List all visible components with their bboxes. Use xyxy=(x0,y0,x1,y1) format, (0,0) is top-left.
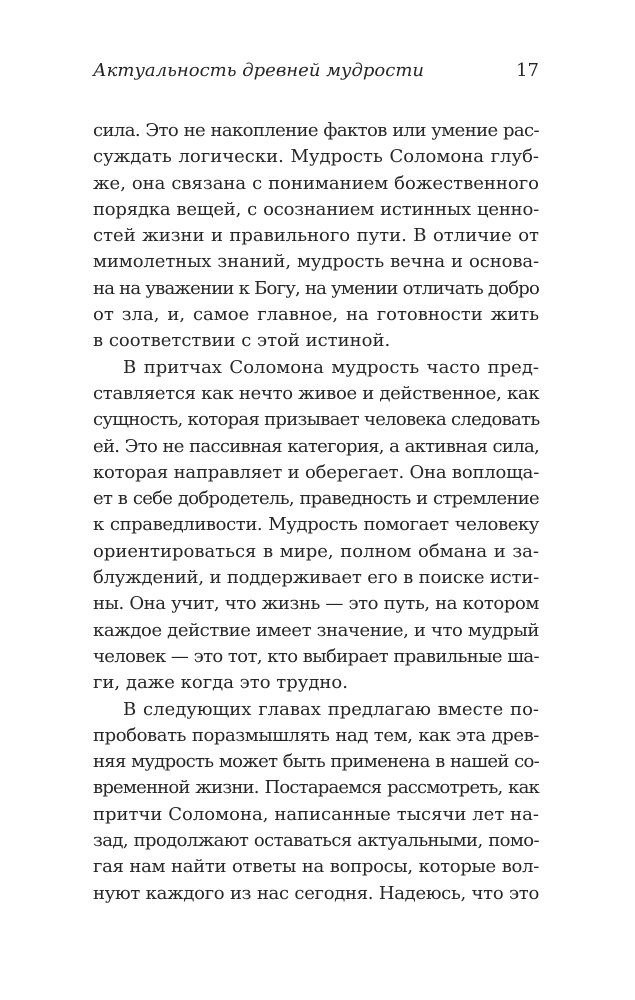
text-line: каждое действие имеет значение, и что мудрый xyxy=(93,619,539,641)
text-line: сущность, которая призывает человека следовать xyxy=(93,409,540,431)
text-line: пробовать поразмышлять над тем, как эта древ- xyxy=(93,724,539,746)
text-line: которая направляет и оберегает. Она воплоща- xyxy=(93,461,540,483)
text-line: ги, даже когда это трудно. xyxy=(93,672,348,694)
text-line: В следующих главах предлагаю вместе по- xyxy=(123,698,539,720)
text-line: стей жизни и правильного пути. В отличие от xyxy=(93,225,539,247)
text-line: мимолетных знаний, мудрость вечна и основа- xyxy=(93,251,539,273)
text-line: ей. Это не пассивная категория, а активная сила, xyxy=(93,435,539,457)
text-line: ставляется как нечто живое и действенное, как xyxy=(93,382,540,404)
text-line: суждать логически. Мудрость Соломона глуб- xyxy=(93,146,539,168)
text-line: блуждений, и поддерживает его в поиске исти- xyxy=(93,567,539,589)
page-number: 17 xyxy=(516,60,539,81)
text-line: ориентироваться в мире, полном обмана и за- xyxy=(93,540,539,562)
text-line: притчи Соломона, написанные тысячи лет на- xyxy=(93,803,539,825)
running-header xyxy=(93,58,539,84)
text-line: ны. Она учит, что жизнь — это путь, на котором xyxy=(93,593,539,615)
text-line: нуют каждого из нас сегодня. Надеюсь, что это xyxy=(93,882,539,904)
paragraph-3 xyxy=(93,697,539,907)
text-line: няя мудрость может быть применена в нашей со- xyxy=(93,751,539,773)
text-line: ет в себе добродетель, праведность и стремление xyxy=(93,488,539,510)
running-title: Актуальность древней мудрости xyxy=(93,60,425,81)
text-line: человек — это тот, кто выбирает правильные ша- xyxy=(93,645,539,667)
body-text xyxy=(93,118,539,907)
paragraph-1 xyxy=(93,118,539,355)
text-line: же, она связана с пониманием божественного xyxy=(93,172,539,194)
text-line: гая нам найти ответы на вопросы, которые вол- xyxy=(93,856,539,878)
text-line: в соответствии с этой истиной. xyxy=(93,330,391,352)
text-line: от зла, и, самое главное, на готовности жить xyxy=(93,304,539,326)
text-line: к справедливости. Мудрость помогает человеку xyxy=(93,514,539,536)
paragraph-2 xyxy=(93,355,539,697)
text-line: сила. Это не накопление фактов или умение рас- xyxy=(93,120,539,141)
text-line: зад, продолжают оставаться актуальными, помо- xyxy=(93,830,539,852)
text-line: на на уважении к Богу, на умении отличать добро xyxy=(93,277,539,299)
text-line: временной жизни. Постараемся рассмотреть, как xyxy=(93,777,539,799)
text-line: В притчах Соломона мудрость часто пред- xyxy=(123,356,539,378)
text-line: порядка вещей, с осознанием истинных ценно- xyxy=(93,198,539,220)
